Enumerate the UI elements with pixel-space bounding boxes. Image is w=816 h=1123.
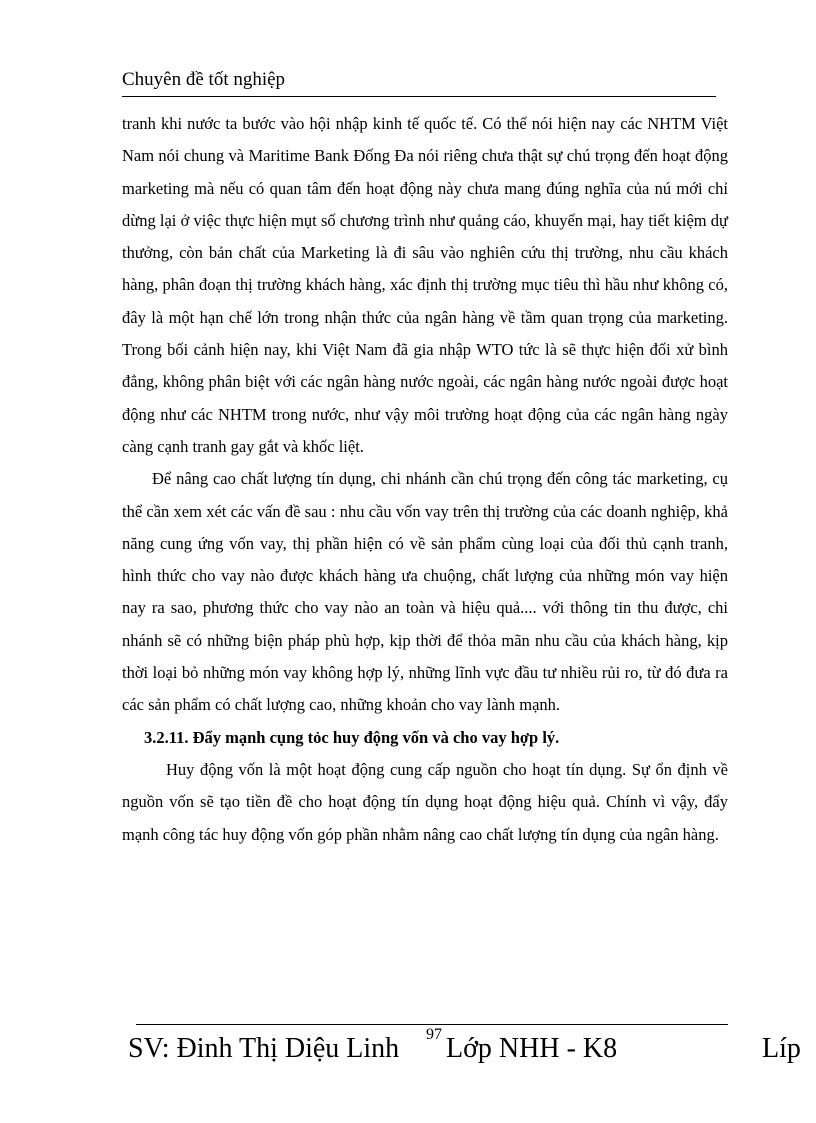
header-divider [122,96,716,97]
body-paragraph: Huy động vốn là một hoạt động cung cấp nguồn cho hoạt tín dụng. Sự ổn định về nguồn vốn sẽ tạo tiền đề cho hoạt động tín dụng hoạt động hiệu quả. Chính vì vậy, đẩy mạnh công tác huy động vốn góp phần nhằm nâng cao chất lượng tín dụng của ngân hàng. [122,759,728,844]
footer-student-name: SV: Đinh Thị Diệu Linh [128,1033,400,1064]
footer-divider [136,1024,728,1025]
footer-class-name: Lớp NHH - K8 [446,1033,618,1064]
page-header-title: Chuyên đề tốt nghiệp [122,69,286,90]
page-number: 97 [426,1026,442,1043]
document-body [122,108,728,851]
section-heading: 3.2.11. Đẩy mạnh cụng tỏc huy động vốn và cho vay hợp lý. [144,727,560,747]
footer-class-label: Líp [762,1033,801,1064]
body-paragraph: Để nâng cao chất lượng tín dụng, chi nhánh cần chú trọng đến công tác marketing, cụ thể cần xem xét các vấn đề sau : nhu cầu vốn vay trên thị trường của các doanh nghiệp, khả năng cung ứng vốn vay, thị phần hiện có về sản phẩm cùng loại của đối thủ cạnh tranh, hình thức cho vay nào được khách hàng ưa chuộng, chất lượng của những món vay hiện nay ra sao, phương thức cho vay nào an toàn và hiệu quả.... với thông tin thu được, chi nhánh sẽ có những biện pháp phù hợp, kịp thời để thỏa mãn nhu cầu của khách hàng, kịp thời loại bỏ những món vay không hợp lý, những lĩnh vực đầu tư nhiều rủi ro, từ đó đưa ra các sản phẩm có chất lượng cao, những khoản cho vay lành mạnh. [122,469,728,715]
body-paragraph: tranh khi nước ta bước vào hội nhập kinh tế quốc tế. Có thể nói hiện nay các NHTM Việt Nam nói chung và Maritime Bank Đống Đa nói riêng chưa thật sự chú trọng đến hoạt động marketing mà nếu có quan tâm đến hoạt động này chưa mang đúng nghĩa của nú mới chỉ dừng lại ở việc thực hiện mụt số chương trình như quảng cáo, khuyến mại, hay tiết kiệm dự thưởng, còn bản chất của Marketing là đi sâu vào nghiên cứu thị trường, nhu cầu khách hàng, phân đoạn thị trường khách hàng, xác định thị trường mục tiêu thì hầu như không có, đây là một hạn chế lớn trong nhận thức của ngân hàng về tầm quan trọng của marketing. Trong bối cảnh hiện nay, khi Việt Nam đã gia nhập WTO tức là sẽ thực hiện đối xử bình đẳng, không phân biệt với các ngân hàng nước ngoài, các ngân hàng nước ngoài được hoạt động như các NHTM trong nước, như vậy môi trường hoạt động của các ngân hàng ngày càng cạnh tranh gay gắt và khốc liệt. [122,114,728,456]
